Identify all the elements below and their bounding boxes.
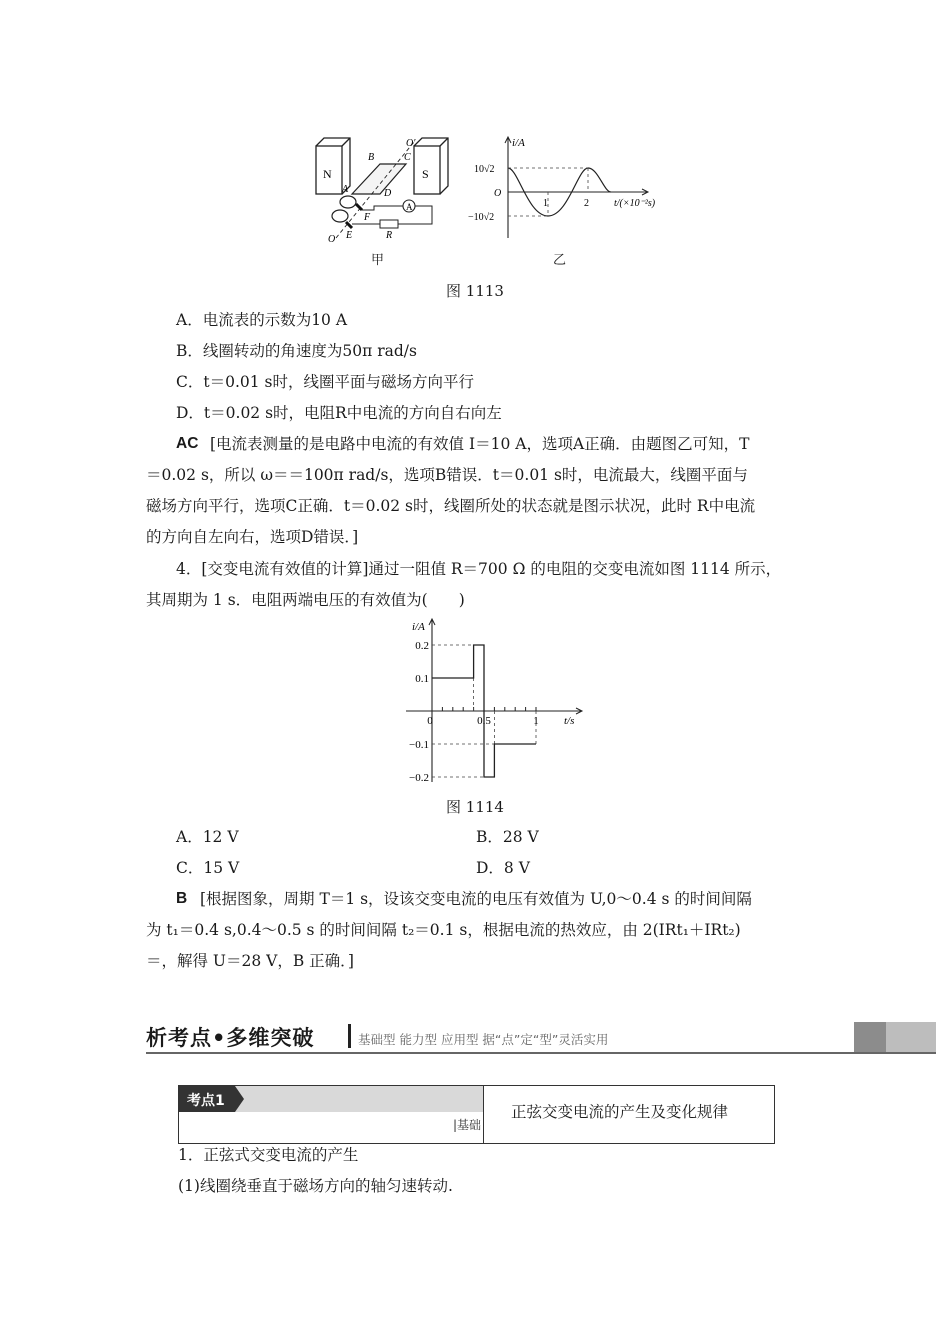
ammeter-label: A xyxy=(406,202,413,212)
figure-1113-left-label: 甲 xyxy=(371,253,385,268)
label-a: A xyxy=(342,184,349,195)
sine-origin: O xyxy=(494,188,502,199)
figure-1114-chart xyxy=(400,616,590,786)
label-o: O xyxy=(328,234,336,244)
chart-y-tick-0.1: 0.1 xyxy=(415,673,429,685)
q3-explanation-line-4: 的方向自左向右，选项D错误．] xyxy=(146,528,359,546)
q3-option-b: B．线圈转动的角速度为50π rad/s xyxy=(176,342,417,360)
q4-option-b: B．28 V xyxy=(476,828,539,846)
pole-s-label: S xyxy=(422,167,429,181)
chart-x-tick-1: 1 xyxy=(533,715,539,727)
q4-explanation-line-1: [根据图象，周期 T＝1 s，设该交变电流的电压有效值为 U,0～0.4 s 的时间间隔 xyxy=(200,890,752,908)
point-1-sub: (1)线圈绕垂直于磁场方向的轴匀速转动. xyxy=(178,1177,453,1195)
pole-n-label: N xyxy=(323,167,332,181)
label-o-prime: O′ xyxy=(406,138,416,149)
sine-x-tick-1: 1 xyxy=(543,198,548,209)
q4-explanation-line-3: ＝，解得 U＝28 V，B 正确．] xyxy=(146,952,354,970)
section-banner xyxy=(146,1020,936,1054)
chart-y-tick-neg-0.2: −0.2 xyxy=(409,772,429,784)
chart-y-tick-neg-0.1: −0.1 xyxy=(409,739,429,751)
sine-x-tick-2: 2 xyxy=(584,198,589,209)
kaodian-tag: |基础 xyxy=(452,1118,481,1132)
q3-explanation-line-3: 磁场方向平行，选项C正确．t＝0.02 s时，线圈所处的状态就是图示状况，此时 R中电流 xyxy=(146,497,756,515)
label-e: E xyxy=(346,230,353,241)
figure-1113-caption: 图 1113 xyxy=(446,282,504,300)
q3-option-a: A．电流表的示数为10 A xyxy=(176,311,348,329)
banner-title: 析考点•多维突破 xyxy=(146,1026,315,1050)
chart-x-tick-0.5: 0.5 xyxy=(477,715,491,727)
chart-x-label: t/s xyxy=(564,715,575,727)
kaodian-title: 正弦交变电流的产生及变化规律 xyxy=(511,1103,729,1121)
sine-x-label: t/(×10⁻²s) xyxy=(614,198,656,209)
q3-explanation-line-1: [电流表测量的是电路中电流的有效值 I＝10 A，选项A正确．由题图乙可知，T xyxy=(210,435,750,453)
q4-option-d: D．8 V xyxy=(476,859,530,877)
figure-1114-caption: 图 1114 xyxy=(446,798,504,816)
kaodian-label: 考点1 xyxy=(187,1093,225,1109)
chart-x-tick-0: 0 xyxy=(427,715,433,727)
q4-stem-line-2: 其周期为 1 s．电阻两端电压的有效值为( ) xyxy=(146,591,465,609)
sine-y-tick-min: −10√2 xyxy=(468,212,495,223)
sine-y-tick-max: 10√2 xyxy=(474,164,495,175)
chart-y-label: i/A xyxy=(412,621,425,633)
label-f: F xyxy=(364,212,371,223)
kaodian-box xyxy=(178,1085,775,1144)
q3-option-c: C．t＝0.01 s时，线圈平面与磁场方向平行 xyxy=(176,373,474,391)
figure-1113-sine-graph xyxy=(466,134,676,244)
q4-answer-key: B xyxy=(176,890,188,907)
label-r: R xyxy=(386,230,393,241)
point-1-heading: 1．正弦式交变电流的产生 xyxy=(178,1146,359,1164)
q3-answer-key: AC xyxy=(176,435,199,452)
q4-option-c: C．15 V xyxy=(176,859,240,877)
q4-explanation-line-2: 为 t₁＝0.4 s,0.4～0.5 s 的时间间隔 t₂＝0.1 s，根据电流的热效应，由 2(IRt₁＋IRt₂) xyxy=(146,921,741,939)
q3-option-d: D．t＝0.02 s时，电阻R中电流的方向自右向左 xyxy=(176,404,502,422)
q4-option-a: A．12 V xyxy=(176,828,239,846)
label-c: C xyxy=(404,152,411,163)
label-d: D xyxy=(384,188,392,199)
sine-y-label: i/A xyxy=(512,137,525,149)
label-b: B xyxy=(368,152,375,163)
chart-y-tick-0.2: 0.2 xyxy=(415,640,429,652)
q4-stem-line-1: 4．[交变电流有效值的计算]通过一阻值 R＝700 Ω 的电阻的交变电流如图 1114 所示， xyxy=(176,560,782,578)
figure-1113-right-label: 乙 xyxy=(553,253,567,268)
figure-1113-apparatus xyxy=(310,132,450,244)
banner-subtitle: 基础型 能力型 应用型 据“点”定“型”灵活实用 xyxy=(358,1032,609,1047)
q3-explanation-line-2: ＝0.02 s，所以 ω＝＝100π rad/s，选项B错误．t＝0.01 s时，电流最大，线圈平面与 xyxy=(146,466,748,484)
